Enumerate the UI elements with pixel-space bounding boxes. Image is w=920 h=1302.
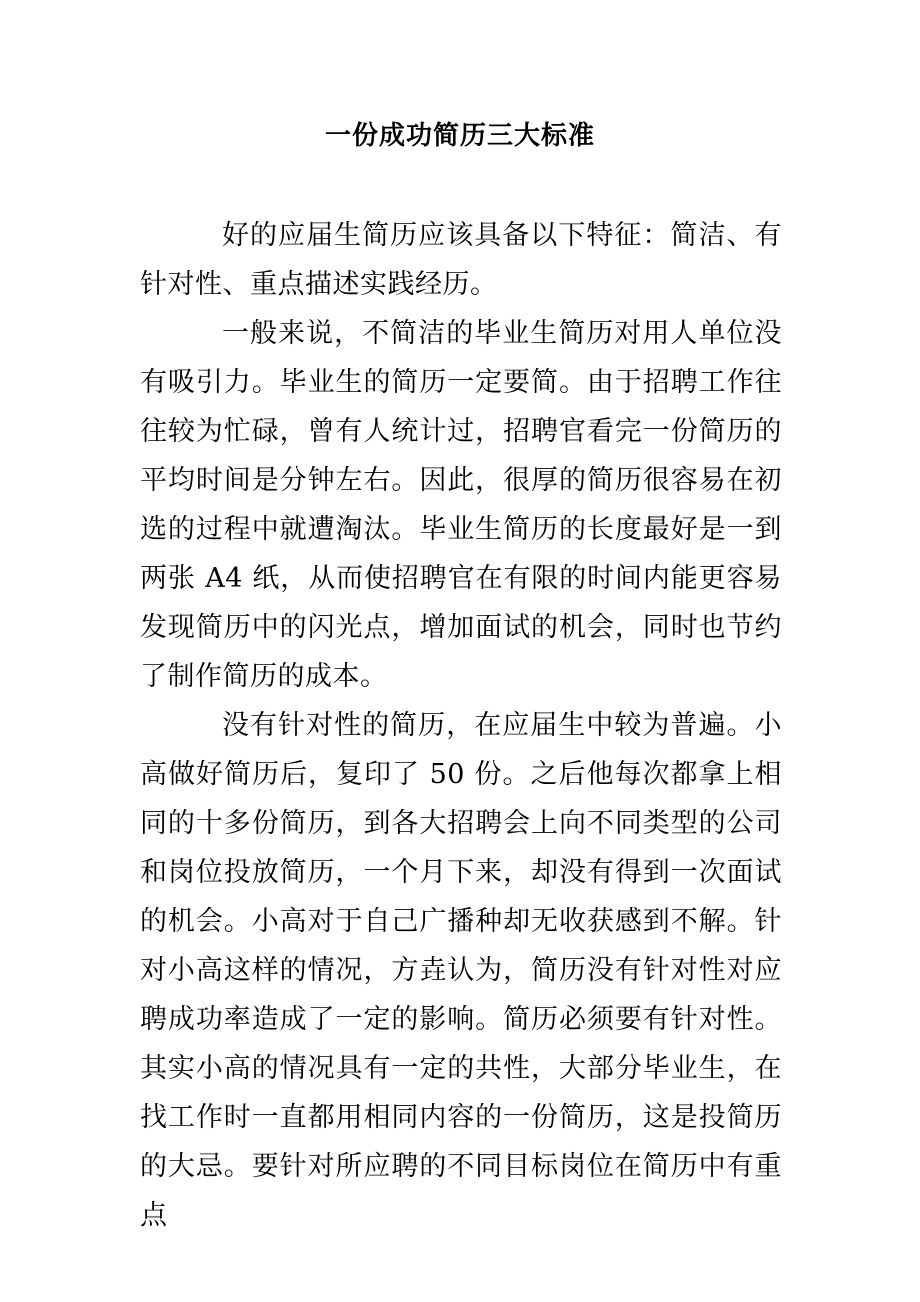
paragraph-3: 没有针对性的简历，在应届生中较为普遍。小高做好简历后，复印了 50 份。之后他每次都拿上相同的十多份简历，到各大招聘会上向不同类型的公司和岗位投放简历，一个月下来，却没有得到一次面试的机会。小高对于自己广播种却无收获感到不解。针对小高这样的情况，方垚认为，简历没有针对性对应聘成功率造成了一定的影响。简历必须要有针对性。其实小高的情况具有一定的共性，大部分毕业生，在找工作时一直都用相同内容的一份简历，这是投简历的大忌。要针对所应聘的不同目标岗位在简历中有重点 [140, 710, 782, 1231]
paragraph-1: 好的应届生简历应该具备以下特征：简洁、有针对性、重点描述实践经历。 [140, 220, 782, 300]
document-body [140, 211, 782, 1240]
document-title: 一份成功简历三大标准 [324, 121, 595, 151]
paragraph-2: 一般来说，不简洁的毕业生简历对用人单位没有吸引力。毕业生的简历一定要简。由于招聘工作往往较为忙碌，曾有人统计过，招聘官看完一份简历的平均时间是分钟左右。因此，很厚的简历很容易在初选的过程中就遭淘汰。毕业生简历的长度最好是一到两张 A4 纸，从而使招聘官在有限的时间内能更容易发现简历中的闪光点，增加面试的机会，同时也节约了制作简历的成本。 [140, 318, 782, 692]
